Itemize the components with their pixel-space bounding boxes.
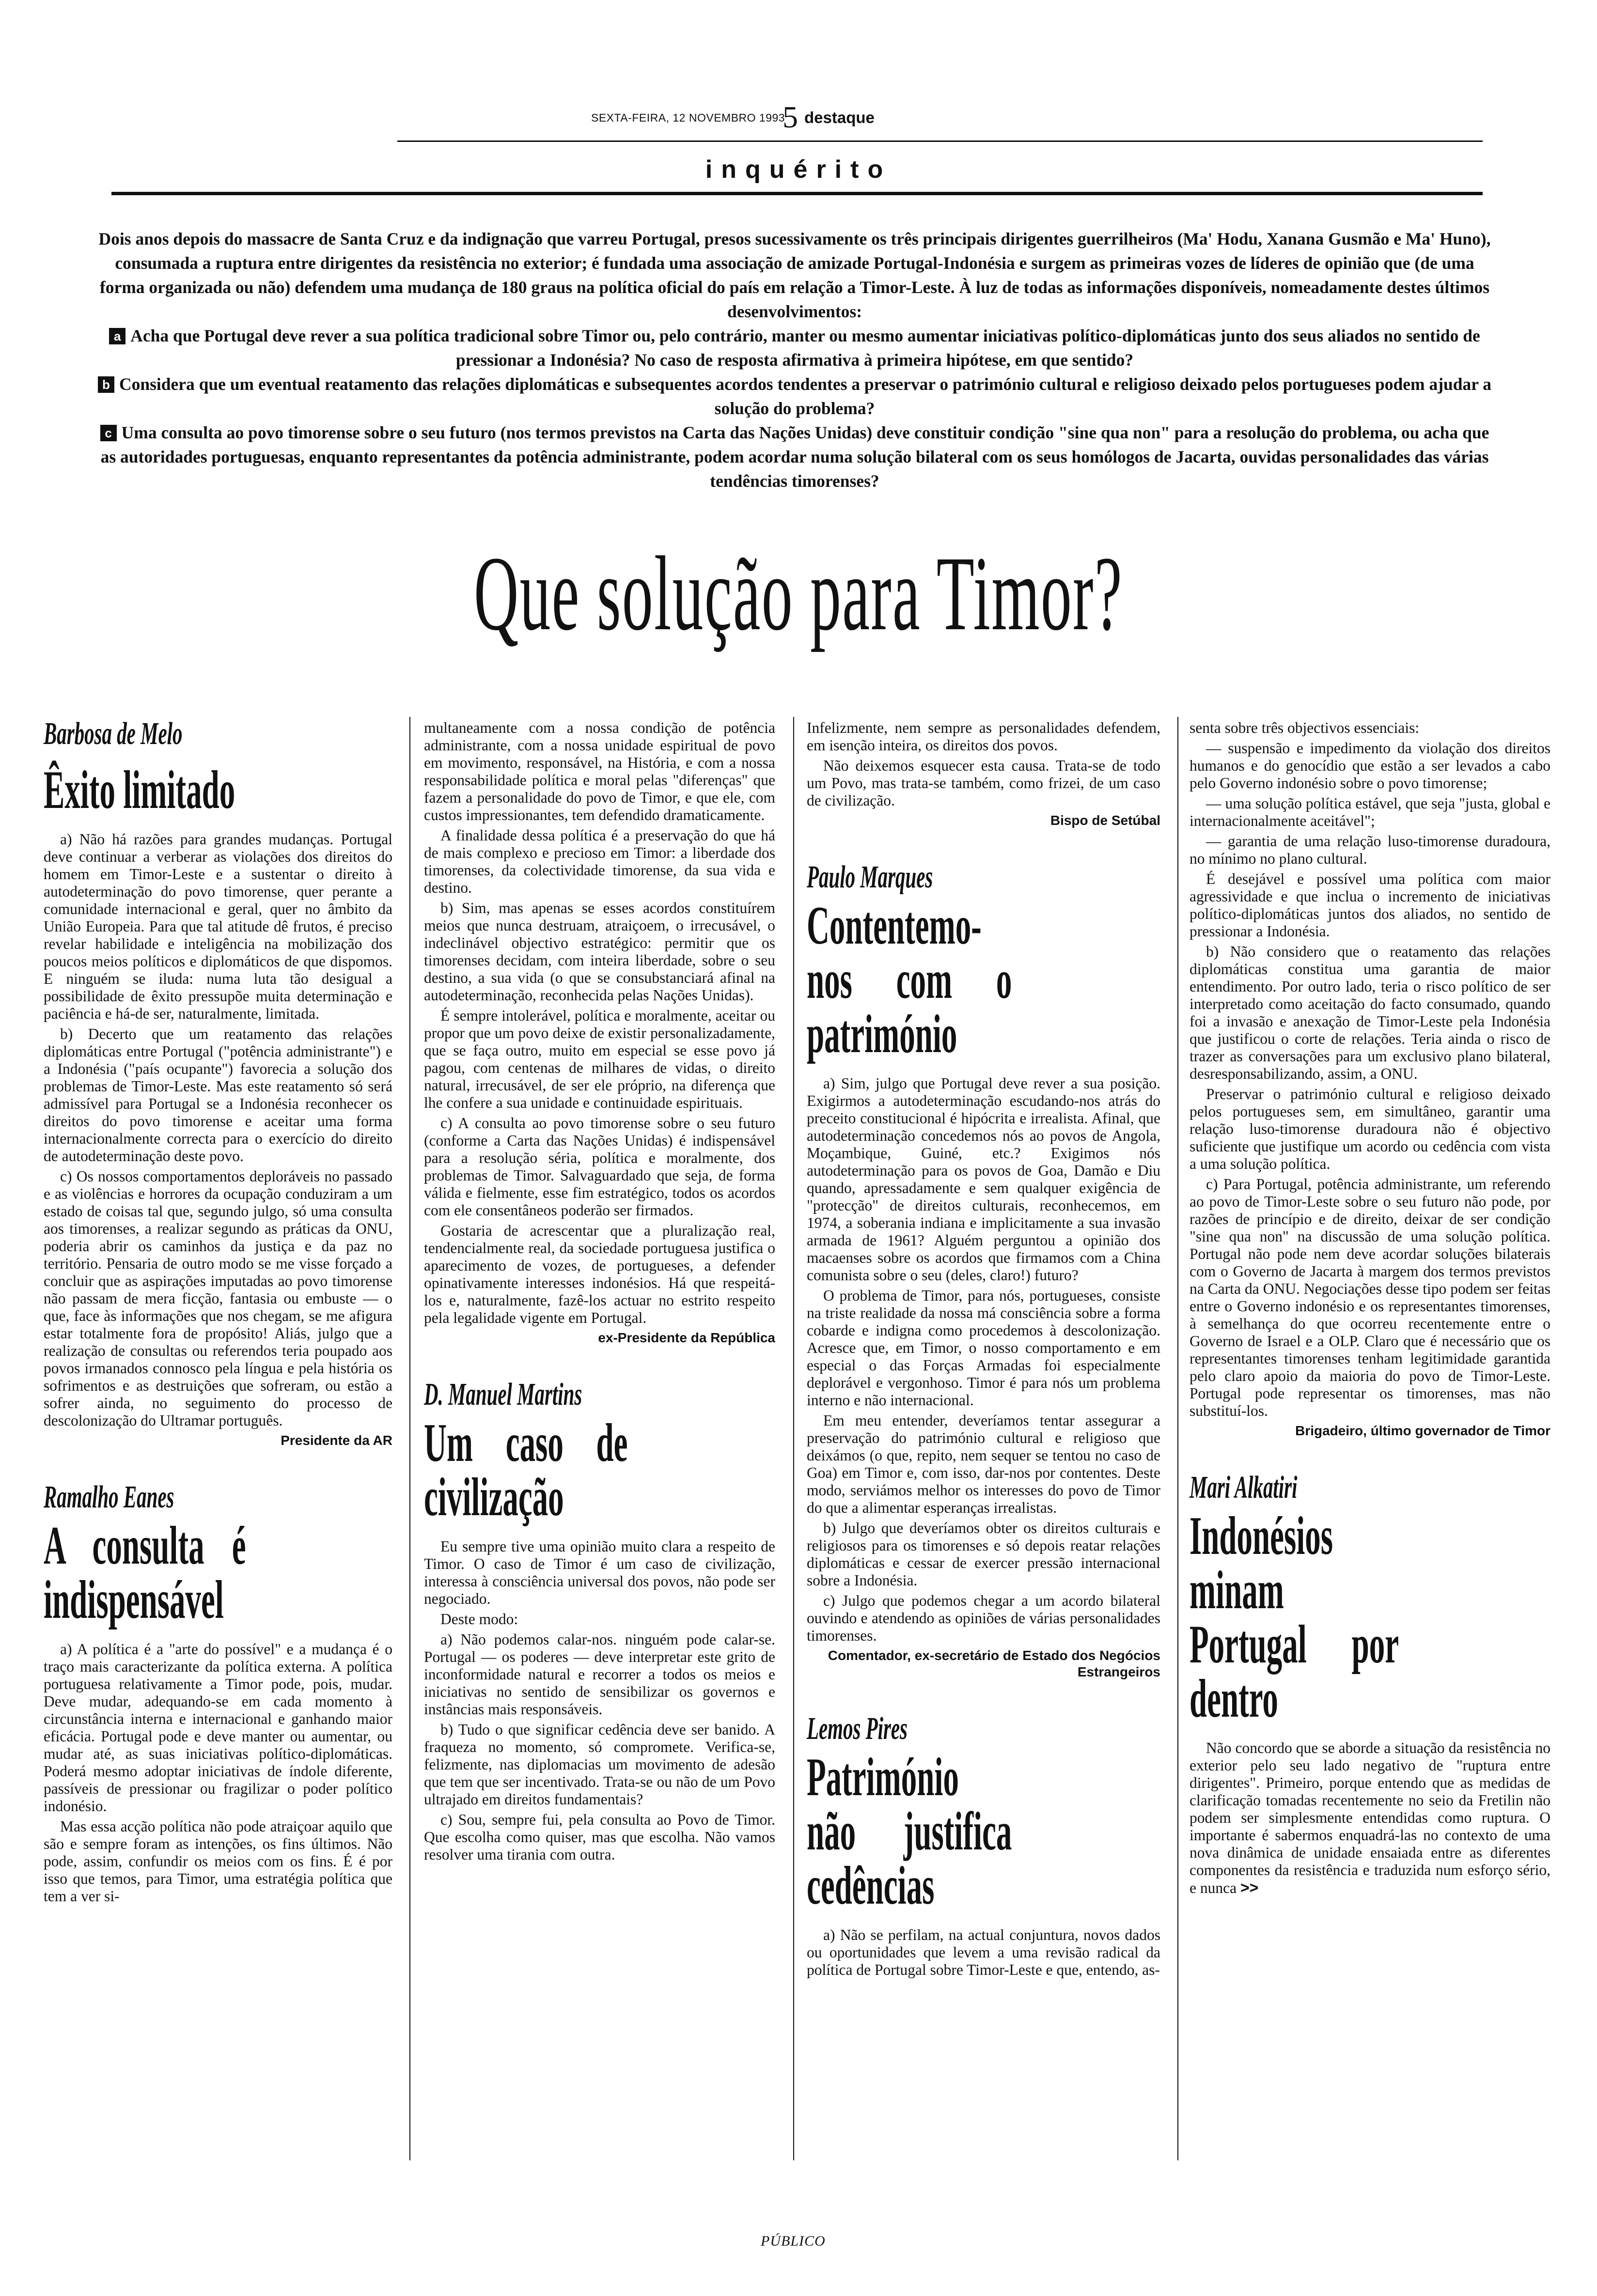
page-date: SEXTA-FEIRA, 12 NOVEMBRO 1993 xyxy=(591,111,785,124)
article-headline: Património não justifica cedências xyxy=(807,1747,1012,1916)
article-paragraph: c) Sou, sempre fui, pela consulta ao Povo de Timor. Que escolha como quiser, mas que escolha. Não vamos resolver uma tirania com outra. xyxy=(424,1811,775,1863)
masthead-rule xyxy=(397,140,1483,142)
article-paragraph: — uma solução política estável, que seja "justa, global e internacionalmente aceitável"; xyxy=(1190,795,1550,829)
article-paragraph-text: Não concordo que se aborde a situação da resistência no exterior pelo seu lado negativo de "ruptura entre dirigentes". Primeiro, porque entendo que as medidas de clarificação tomadas recentemente no seio da Fretilin não podem ser simplesmente entendidas como ruptura. O importante é sabermos enquadrá-las no contexto de uma nova dinâmica de unidade ensaiada entre as diferentes componentes da resistência e traduzida num esforço sério, e nunca xyxy=(1190,1739,1550,1896)
question-b-marker: b xyxy=(98,376,114,393)
question-a xyxy=(92,324,1497,372)
column-3 xyxy=(807,719,1160,1982)
author-signature: ex-Presidente da República xyxy=(598,1330,775,1345)
article-paragraph: Deste modo: xyxy=(440,1611,518,1628)
article-headline: A consulta é indispensável xyxy=(44,1516,246,1630)
article-paragraph: c) A consulta ao povo timorense sobre o seu futuro (conforme a Carta das Nações Unidas) é indispensável para a resolução séria, política e moralmente, dos problemas de Timor. Salvaguardado que seja, de forma válida e fielmente, esse fim estratégico, todos os acordos com ele consentâneos poderão ser firmados. xyxy=(424,1115,775,1219)
article-paragraph: multaneamente com a nossa condição de potência administrante, com a nossa unidade espiritual de povo em movimento, responsável, na História, e com a nossa responsabilidade política e moral pelas "diferenças" que fazem a personalidade do povo de Timor, e que ele, com custos impressionantes, tem defendido dramaticamente. xyxy=(424,719,775,823)
article-paragraph: b) Não considero que o reatamento das relações diplomáticas constitua uma garantia de maior entendimento. Por outro lado, teria o risco político de ser interpretado como aceitação do facto consumado, quando foi a invasão e anexação de Timor-Leste pela Indonésia que justificou o corte de relações. Teria ainda o risco de trazer as conversações para um exclusivo plano bilateral, desresponsabilizando, assim, a ONU. xyxy=(1190,943,1550,1082)
author-signature: Bispo de Setúbal xyxy=(1050,813,1160,828)
article-paragraph: c) Para Portugal, potência administrante, um referendo ao povo de Timor-Leste sobre o seu futuro não pode, por razões de princípio e de direito, deixar de ser condição "sine qua non" na discussão de uma solução política. Portugal não pode nem deve acordar soluções bilaterais com o Governo de Jacarta à margem dos termos previstos na Carta da ONU. Negociações desse tipo podem ser feitas entre o Governo indonésio e os representantes timorenses, à semelhança do que ocorreu recentemente entre o Governo de Israel e a OLP. Claro que é necessário que os representantes timorenses tenham legitimidade garantida pelo claro apoio da maioria do povo de Timor-Leste. Portugal pode representar os timorenses, mas não substituí-los. xyxy=(1190,1176,1550,1419)
author-signature: Brigadeiro, último governador de Timor xyxy=(1295,1423,1550,1438)
article-paragraph: b) Julgo que deveríamos obter os direitos culturais e religiosos para os timorenses e só depois reatar relações diplomáticas e cessar de exercer pressão internacional sobre a Indonésia. xyxy=(807,1520,1160,1589)
question-c-text: Uma consulta ao povo timorense sobre o seu futuro (nos termos previstos na Carta das Nações Unidas) deve constituir condição "sine qua non" para a resolução do problema, ou acha que as autoridades portuguesas, enquanto representantes da potência administrante, podem acordar numa solução bilateral com os seus homólogos de Jacarta, ouvidas personalidades das várias tendências timorenses? xyxy=(100,423,1489,491)
article-paragraph: Preservar o património cultural e religioso deixado pelos portugueses sem, em simultâneo, garantir uma relação luso-timorense duradoura não é objectivo suficiente que justifique um acordo ou cedência com vista a uma solução política. xyxy=(1190,1086,1550,1172)
section-title: inquérito xyxy=(705,155,892,184)
article-headline: Um caso de civilização xyxy=(424,1413,628,1527)
author-signature: Comentador, ex-secretário de Estado dos Negócios Estrangeiros xyxy=(828,1648,1160,1679)
column-2 xyxy=(424,719,775,1866)
article-paragraph: Gostaria de acrescentar que a pluralização real, tendencialmente real, da sociedade portuguesa justifica o aparecimento de vozes, de portugueses, a defender opinativamente interesses indonésios. Há que respeitá-los e, naturalmente, fazê-los actuar no estrito respeito pela legalidade vigente em Portugal. xyxy=(424,1222,775,1326)
author-signature: Presidente da AR xyxy=(281,1433,392,1448)
page-number: 5 xyxy=(783,100,798,134)
intro-text: Dois anos depois do massacre de Santa Cruz e da indignação que varreu Portugal, presos sucessivamente os três principais dirigentes guerrilheiros (Ma' Hodu, Xanana Gusmão e Ma' Huno), consumada a ruptura entre dirigentes da resistência no exterior; é fundada uma associação de amizade Portugal-Indonésia e surgem as primeiras vozes de líderes de opinião que (de uma forma organizada ou não) defendem uma mudança de 180 graus na política oficial do país em relação a Timor-Leste. À luz de todas as informações disponíveis, nomeadamente destes últimos desenvolvimentos: xyxy=(98,229,1491,321)
column-1 xyxy=(44,714,392,1908)
article-author: Ramalho Eanes xyxy=(44,1479,174,1515)
article-paragraph: Mas essa acção política não pode atraiçoar aquilo que são e sempre foram as intenções, os fins últimos. Não pode, assim, confundir os meios com os fins. É é por isso que temos, para Timor, uma estratégia política que tem a ver si- xyxy=(44,1818,392,1905)
section-label: destaque xyxy=(804,109,875,126)
article-paragraph: Não deixemos esquecer esta causa. Trata-se de todo um Povo, mas trata-se também, como frizei, de um caso de civilização. xyxy=(807,757,1160,809)
intro-block xyxy=(92,227,1497,493)
continued-marker: >> xyxy=(1240,1879,1259,1896)
article-paragraph: Em meu entender, deveríamos tentar assegurar a preservação do património cultural e religioso que deixámos (o que, repito, nem sequer se tentou no caso de Goa) em Timor e, com isso, dar-nos por contentes. Deste modo, serviámos melhor os interesses do povo de Timor do que a alimentar esperanças irrealistas. xyxy=(807,1412,1160,1516)
article-author: Barbosa de Melo xyxy=(44,716,183,751)
article-paragraph xyxy=(1190,1739,1550,1897)
article-paragraph: a) Não podemos calar-nos. ninguém pode calar-se. Portugal — os poderes — deve interpretar este grito de inconformidade natural e recorrer a todos os meios e iniciativas no sentido de sensibilizar os governos e instâncias mais responsáveis. xyxy=(424,1631,775,1718)
article-headline: Contentemo-nos com o património xyxy=(807,896,1012,1064)
article-headline: Indonésios minam Portugal por dentro xyxy=(1190,1506,1399,1729)
article-paragraph: a) A política é a "arte do possível" e a mudança é o traço mais caracterizante da política externa. A política portuguesa relativamente a Timor pode, pois, mudar. Deve mudar, adequando-se em cada momento à circunstância interna e internacional e ganhando maior eficácia. Portugal pode e deve manter ou aumentar, ou mudar até, as suas iniciativas político-diplomáticas. Poderá mesmo adoptar iniciativas de índole diferente, passíveis de pressionar ou fragilizar o poder político indonésio. xyxy=(44,1641,392,1815)
section-rule xyxy=(111,192,1483,195)
article-paragraph: É sempre intolerável, política e moralmente, aceitar ou propor que um povo deixe de existir personalizadamente, que se faça outro, muito em especial se esse povo já pagou, com centenas de milhares de vidas, o direito natural, irrecusável, de ser ele próprio, na diferença que lhe confere a sua unidade e continuidade espirituais. xyxy=(424,1007,775,1111)
article-paragraph: A finalidade dessa política é a preservação do que há de mais complexo e precioso em Timor: a liberdade dos timorenses, da colectividade timorense, da sua vida e destino. xyxy=(424,827,775,896)
article-paragraph: a) Sim, julgo que Portugal deve rever a sua posição. Exigirmos a autodeterminação escudando-nos atrás do preceito constitucional é hipócrita e irrealista. Afinal, que autodeterminação concedemos nós ao povos de Angola, Moçambique, Guiné, etc.? Exigimos nós autodeterminação para os povos de Goa, Damão e Diu quando, apressadamente e sem qualquer exigência de "protecção" de direitos culturais, reconhecemos, em 1974, a soberania indiana e implicitamente a sua invasão armada de 1961? Alguém perguntou a opinião dos macaenses sobre os acordos que firmamos com a China comunista sobre o seu (deles, claro!) futuro? xyxy=(807,1075,1160,1284)
article-paragraph: Infelizmente, nem sempre as personalidades defendem, em isenção inteira, os direitos dos povos. xyxy=(807,719,1160,754)
article-author: D. Manuel Martins xyxy=(424,1377,582,1412)
article-paragraph: — garantia de uma relação luso-timorense duradoura, no mínimo no plano cultural. xyxy=(1190,833,1550,867)
column-rule xyxy=(793,717,794,2160)
publication-footer: PÚBLICO xyxy=(761,2233,826,2249)
article-paragraph: b) Decerto que um reatamento das relações diplomáticas entre Portugal ("potência administrante") e a Indonésia ("país ocupante") favorecia a solução dos problemas de Timor-Leste. Mas este reatamento só será admissível para Portugal se a Indonésia reconhecer os direitos do povo timorense e aceitar uma forma internacionalmente correcta para o exercício do direito de autodeterminação deste povo. xyxy=(44,1025,392,1164)
question-a-marker: a xyxy=(109,328,125,344)
article-headline: Êxito limitado xyxy=(44,760,235,820)
article-paragraph: — suspensão e impedimento da violação dos direitos humanos e do genocídio que estão a ser levados a cabo pelo Governo indonésio sobre o povo timorense; xyxy=(1190,740,1550,791)
article-paragraph: b) Tudo o que significar cedência deve ser banido. A fraqueza no momento, só compromete. Verifica-se, felizmente, nas diplomacias um movimento de adesão que tem que ser incentivado. Trata-se ou não de um Povo ultrajado em direitos fundamentais? xyxy=(424,1721,775,1808)
question-a-text: Acha que Portugal deve rever a sua política tradicional sobre Timor ou, pelo contrário, manter ou mesmo aumentar iniciativas político-diplomáticas junto dos seus aliados no sentido de pressionar a Indonésia? No caso de resposta afirmativa à primeira hipótese, em que sentido? xyxy=(130,326,1480,370)
article-paragraph: a) Não se perfilam, na actual conjuntura, novos dados ou oportunidades que levem a uma revisão radical da política de Portugal sobre Timor-Leste e que, entendo, as- xyxy=(807,1926,1160,1978)
article-paragraph: c) Julgo que podemos chegar a um acordo bilateral ouvindo e atendendo as opiniões de várias personalidades timorenses. xyxy=(807,1592,1160,1644)
article-paragraph: b) Sim, mas apenas se esses acordos constituírem meios que nunca destruam, atraiçoem, o irrecusável, o indeclinável objectivo estratégico: permitir que os timorenses decidam, com inteira liberdade, sobre o seu destino, a sua vida (o que se consubstanciará afinal na autodeterminação, reconhecida pelas Nações Unidas). xyxy=(424,900,775,1004)
column-rule xyxy=(409,717,410,2160)
article-paragraph: Eu sempre tive uma opinião muito clara a respeito de Timor. O caso de Timor é um caso de civilização, interessa à consciência universal dos povos, não pode ser negociado. xyxy=(424,1538,775,1607)
column-rule xyxy=(1177,717,1178,2160)
article-author: Lemos Pires xyxy=(807,1711,908,1746)
article-paragraph: O problema de Timor, para nós, portugueses, consiste na triste realidade da nossa má consciência sobre a forma cobarde e indigna como procedemos à descolonização. Acresce que, em Timor, o nosso comportamento e em especial o das Forças Armadas foi especialmente deplorável e vergonhoso. Timor é para nós um problema interno e não internacional. xyxy=(807,1287,1160,1409)
article-author: Paulo Marques xyxy=(807,859,933,895)
question-c-marker: c xyxy=(100,425,117,441)
question-b-text: Considera que um eventual reatamento das relações diplomáticas e subsequentes acordos tendentes a preservar o património cultural e religioso deixado pelos portugueses podem ajudar a solução do problema? xyxy=(119,374,1492,418)
article-paragraph: c) Os nossos comportamentos deploráveis no passado e as violências e horrores da ocupação conduziram a um estado de coisas tal que, segundo julgo, só uma consulta aos timorenses, a realizar segundo as práticas da ONU, poderia abrir os caminhos da justiça e da paz no território. Pensaria de outro modo se me visse forçado a concluir que as aspirações imputadas ao povo timorense não passam de mera ficção, fantasia ou embuste — o que, face às informações que nos chegam, se me afigura estar totalmente fora de propósito! Aliás, julgo que a realização de consultas ou referendos teria poupado aos povos irmanados connosco pela língua e pela história os sofrimentos e as destruições que sofreram, ou estão a sofrer ainda, no seguimento do processo de descolonização do Ultramar português. xyxy=(44,1168,392,1429)
article-paragraph: a) Não há razões para grandes mudanças. Portugal deve continuar a verberar as violações dos direitos do homem em Timor-Leste e a sustentar o direito à autodeterminação do povo timorense, quer perante a comunidade internacional e geral, quer no âmbito da União Europeia. Para que tal atitude dê frutos, é preciso revelar habilidade e inteligência na mobilização dos poucos meios políticos e diplomáticos de que dispomos. E ninguém se iluda: numa luta tão desigual a possibilidade de êxito pressupõe muita determinação e paciência e há-de ser, naturalmente, limitada. xyxy=(44,831,392,1022)
article-paragraph: senta sobre três objectivos essenciais: xyxy=(1190,719,1420,736)
main-headline: Que solução para Timor? xyxy=(474,534,1123,652)
question-b xyxy=(92,372,1497,420)
column-4 xyxy=(1190,719,1550,1900)
article-paragraph: É desejável e possível uma política com maior agressividade e que inclua o incremento de iniciativas político-diplomáticas juntos dos aliados, no sentido de pressionar a Indonésia. xyxy=(1190,870,1550,940)
question-c xyxy=(92,420,1497,493)
article-author: Mari Alkatiri xyxy=(1190,1470,1298,1505)
